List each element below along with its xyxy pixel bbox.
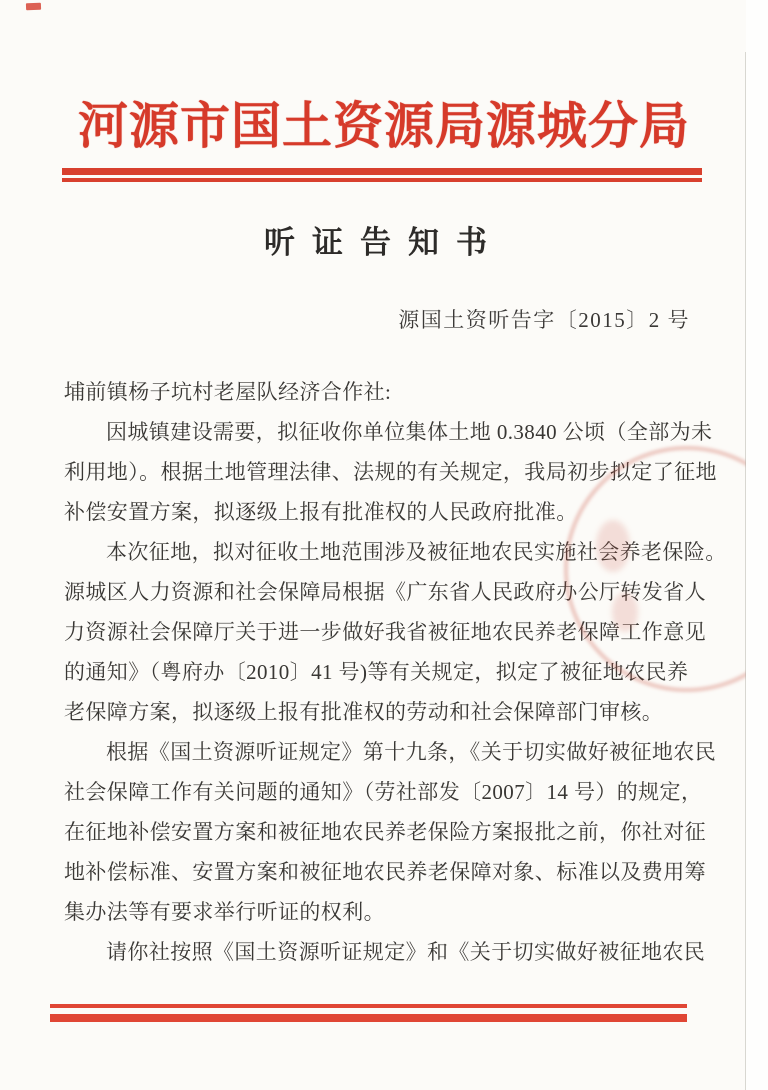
body-line: 在征地补偿安置方案和被征地农民养老保险方案报批之前，你社对征 xyxy=(64,820,706,844)
body-line: 集办法等有要求举行听证的权利。 xyxy=(64,900,385,924)
body-line: 因城镇建设需要，拟征收你单位集体土地 0.3840 公顷（全部为未 xyxy=(106,420,713,444)
body-line: 请你社按照《国土资源听证规定》和《关于切实做好被征地农民 xyxy=(106,940,706,964)
corner-red-scan-mark xyxy=(26,3,41,11)
body-line: 社会保障工作有关问题的通知》（劳社部发〔2007〕14 号）的规定， xyxy=(64,780,703,804)
body-line: 本次征地，拟对征收土地范围涉及被征地农民实施社会养老保险。 xyxy=(106,540,727,564)
body-line: 利用地）。根据土地管理法律、法规的有关规定，我局初步拟定了征地 xyxy=(64,460,717,484)
body-line: 源城区人力资源和社会保障局根据《广东省人民政府办公厅转发省人 xyxy=(64,580,706,604)
document-title: 听证告知书 xyxy=(264,225,504,260)
seal-ink-smudge xyxy=(596,520,630,572)
header-rule-thin xyxy=(62,178,702,182)
header-rule-thick xyxy=(62,168,702,175)
body-line: 力资源社会保障厅关于进一步做好我省被征地农民养老保障工作意见 xyxy=(64,620,706,644)
footer-rule-thick xyxy=(50,1014,687,1022)
body-line: 补偿安置方案，拟逐级上报有批准权的人民政府批准。 xyxy=(64,500,578,524)
footer-rule-thin xyxy=(50,1004,687,1008)
body-line: 的通知》（粤府办〔2010〕41 号)等有关规定，拟定了被征地农民养 xyxy=(64,660,689,684)
body-line-salutation: 埔前镇杨子坑村老屋队经济合作社: xyxy=(64,380,392,404)
document-number: 源国土资听告字〔2015〕2 号 xyxy=(398,308,690,332)
body-line: 老保障方案，拟逐级上报有批准权的劳动和社会保障部门审核。 xyxy=(64,700,664,724)
agency-letterhead-title: 河源市国土资源局源城分局 xyxy=(78,98,690,154)
scan-page-edge-strip xyxy=(746,0,768,1090)
body-line: 地补偿标准、安置方案和被征地农民养老保障对象、标准以及费用筹 xyxy=(64,860,706,884)
seal-ink-smudge xyxy=(612,592,638,632)
body-line: 根据《国土资源听证规定》第十九条，《关于切实做好被征地农民 xyxy=(106,740,717,764)
scan-page-edge-line xyxy=(745,52,746,1090)
